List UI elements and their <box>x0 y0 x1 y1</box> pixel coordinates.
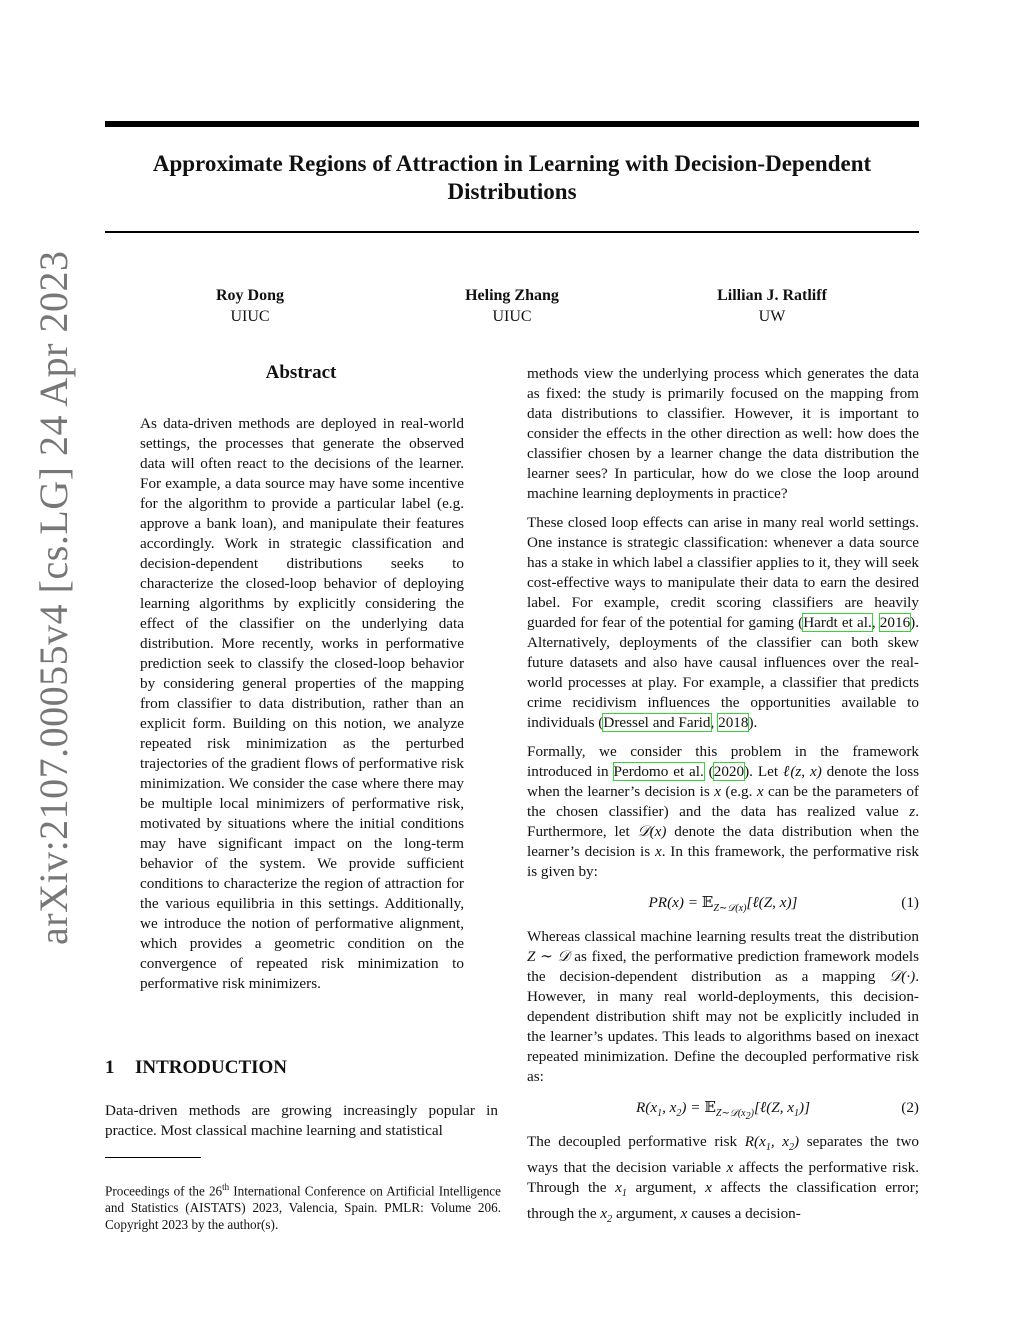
text-run: (e.g. <box>720 783 757 800</box>
citation-link[interactable]: Dressel and Farid <box>603 714 711 731</box>
text-run: These closed loop effects can arise in many real world settings. One instance is strategic classification: whenever a data source has a stake in which label a classifier applies to it, they will seek cost-effective ways to manipulate their data to earn the desired label. For example, credit scoring classifiers are heavily guarded for fear of the potential for gaming ( <box>527 514 919 631</box>
equation-1 <box>527 893 919 917</box>
text-run: denote the data distribution when the learner’s decision is <box>527 823 919 860</box>
text-run: causes a decision- <box>687 1205 801 1223</box>
citation-link[interactable]: Perdomo et al. <box>613 763 704 780</box>
footnote-sup: th <box>222 1182 230 1192</box>
author-block <box>140 285 360 327</box>
footnote-rule <box>105 1157 201 1158</box>
abstract-text: As data-driven methods are deployed in real-world settings, the processes that generate the observed data will often react to the decisions of the learner. For example, a data source may have some incentive for the algorithm to provide a particular label (e.g. approve a bank loan), and manipulate their features accordingly. Work in strategic classification and decision-dependent distributions seeks to characterize the closed-loop behavior of deploying learning algorithms by explicitly considering the effect of the classifier on the underlying data distribution. More recently, works in performative prediction seek to classify the closed-loop behavior by considering general properties of the mapping from classifier to data distribution, rather than an explicit form. Building on this notion, we analyze repeated risk minimization as the perturbed trajectories of the gradient flows of performative risk minimization. We consider the case where there may be multiple local minimizers of performative risk, motivated by situations where the initial conditions may have significant impact on the long-term behavior of the system. We provide sufficient conditions to characterize the region of attraction for the various equilibria in this settings. Additionally, we introduce the notion of performative alignment, which provides a geometric condition on the convergence of repeated risk minimization to performative risk minimizers. <box>140 415 464 992</box>
section-number: 1 <box>105 1057 115 1078</box>
citation-year-link[interactable]: 2020 <box>713 763 745 780</box>
abstract-body <box>140 414 464 994</box>
citation-year-link[interactable]: 2018 <box>718 714 749 731</box>
text-run: affects the classification error; through the <box>527 1179 920 1223</box>
author-name: Heling Zhang <box>465 287 559 304</box>
text-run: affects the performative risk. Through the <box>527 1159 920 1197</box>
intro-text: Data-driven methods are growing increasingly popular in practice. Most classical machine learning and statistical <box>105 1102 498 1139</box>
footnote <box>105 1179 501 1233</box>
section-heading <box>105 1057 287 1079</box>
math-inline: x <box>680 1205 688 1223</box>
footnote-text: International Conference on Artificial Intelligence and Statistics (AISTATS) 2023, Valencia, Spain. PMLR: Volume 206. Copyright 2023 by the author(s). <box>105 1183 501 1233</box>
math-inline: ℓ(z, x) <box>782 763 822 780</box>
text-run: as fixed, the performative prediction framework models the decision-dependent distribution as a mapping <box>527 948 919 985</box>
text-run: The decoupled performative risk <box>527 1133 745 1150</box>
citation-year-link[interactable]: 2016 <box>879 614 911 631</box>
equation-math: $R(x_1$, $x_2$) = 𝔼$_{Z\sim 𝒟(x_2)}$[ℓ(Z, $x_1$)] <box>636 1099 810 1123</box>
math-inline: 𝒟(x) <box>637 823 667 840</box>
text-run: . However, in many real world-deployments, this decision-dependent distribution shift may not be explicitly included in the learner’s updates. This leads to algorithms based on inexact repeated minimization. Define the decoupled performative risk as: <box>527 968 919 1085</box>
text-run: ). <box>748 714 758 731</box>
abstract-heading: Abstract <box>265 362 337 383</box>
equation-2 <box>527 1098 919 1122</box>
text-run: Formally, we consider this problem in the framework introduced in <box>527 743 919 780</box>
paragraph <box>527 927 919 1087</box>
paragraph <box>527 1132 919 1230</box>
math-inline: x <box>756 783 764 800</box>
math-inline: x <box>714 783 721 800</box>
text-run: . Furthermore, let <box>527 803 919 840</box>
equation-math: PR(x) = 𝔼$_{Z\sim 𝒟(x)}$[ℓ(Z, x)] <box>648 894 798 915</box>
footnote-text: Proceedings of the 26 <box>105 1183 223 1199</box>
math-inline: $x_1$ <box>615 1179 627 1200</box>
text-run: argument, <box>612 1205 681 1223</box>
arxiv-stamp: arXiv:2107.00055v4 [cs.LG] 24 Apr 2023 <box>31 250 76 945</box>
text-run: ). Alternatively, deployments of the classifier can both skew future datasets and also have causal influences over the real-world processes at play. For example, a classifier that predicts crime recidivism influences the opportunities available to individuals ( <box>527 614 920 731</box>
math-inline: z <box>909 803 916 820</box>
text-run: ). Let <box>744 763 783 780</box>
paragraph: Formally, we consider this problem in the framework introduced in Perdomo et al. (2020). Let ℓ(z, x) denote the loss when the learner’s decision is x (e.g. x can be the parameters of the chosen classifier) and the data has realized value z. Furthermore, let 𝒟(x) denote the data distribution when the learner’s decision is x. In this framework, the performative risk is given by: <box>527 743 920 880</box>
paragraph: methods view the underlying process which generates the data as fixed: the study is primarily focused on the mapping from data distributions to classifier. However, it is important to consider the effects in the other direction as well: how does the classifier chosen by a learner change the data distribution the learner sees? In particular, how do we close the loop around machine learning deployments in practice? <box>527 365 919 502</box>
text-run: Whereas classical machine learning results treat the distribution <box>527 928 919 945</box>
math-inline: x <box>726 1159 734 1177</box>
author-block <box>662 285 882 327</box>
author-affiliation: UIUC <box>230 308 270 325</box>
title-rule-bottom <box>105 231 919 233</box>
author-block <box>402 285 622 327</box>
text-run: . In this framework, the performative risk is given by: <box>527 843 919 880</box>
citation-link[interactable]: Hardt et al. <box>803 614 872 631</box>
equation-number: (2) <box>901 1099 919 1116</box>
paper-title: Approximate Regions of Attraction in Learning with Decision-Dependent Distributions <box>152 151 872 204</box>
text-run: can be the parameters of the chosen classifier) and the data has realized value <box>527 783 919 820</box>
section-title: INTRODUCTION <box>135 1057 288 1078</box>
math-inline: x <box>654 843 662 860</box>
text-run: argument, <box>626 1179 706 1197</box>
author-affiliation: UW <box>758 308 786 325</box>
right-column <box>527 364 919 1230</box>
intro-paragraph <box>105 1101 498 1141</box>
math-inline: $x_2$ <box>600 1205 613 1226</box>
title-rule-top <box>105 121 919 127</box>
author-name: Roy Dong <box>215 287 284 304</box>
math-inline: $R(x_1$, $x_2$) <box>744 1133 800 1154</box>
author-affiliation: UIUC <box>492 308 532 325</box>
math-inline: Z ∼ 𝒟 <box>527 948 570 965</box>
text-run: separates the two ways that the decision variable <box>527 1133 920 1177</box>
equation-number: (1) <box>901 894 919 911</box>
author-name: Lillian J. Ratliff <box>717 287 827 304</box>
math-inline: x <box>705 1179 712 1197</box>
paragraph: These closed loop effects can arise in many real world settings. One instance is strategic classification: whenever a data source has a stake in which label a classifier applies to it, they will seek cost-effective ways to manipulate their data to earn the desired label. For example, credit scoring classifiers are heavily guarded for fear of the potential for gaming (Hardt et al., 2016). Alternatively, deployments of the classifier can both skew future datasets and also have causal influences over the real-world processes at play. For example, a classifier that predicts crime recidivism influences the opportunities available to individuals (Dressel and Farid, 2018). <box>527 514 920 731</box>
math-inline: 𝒟(·) <box>889 968 916 985</box>
text-run: denote the loss when the learner’s decision is <box>527 763 920 800</box>
